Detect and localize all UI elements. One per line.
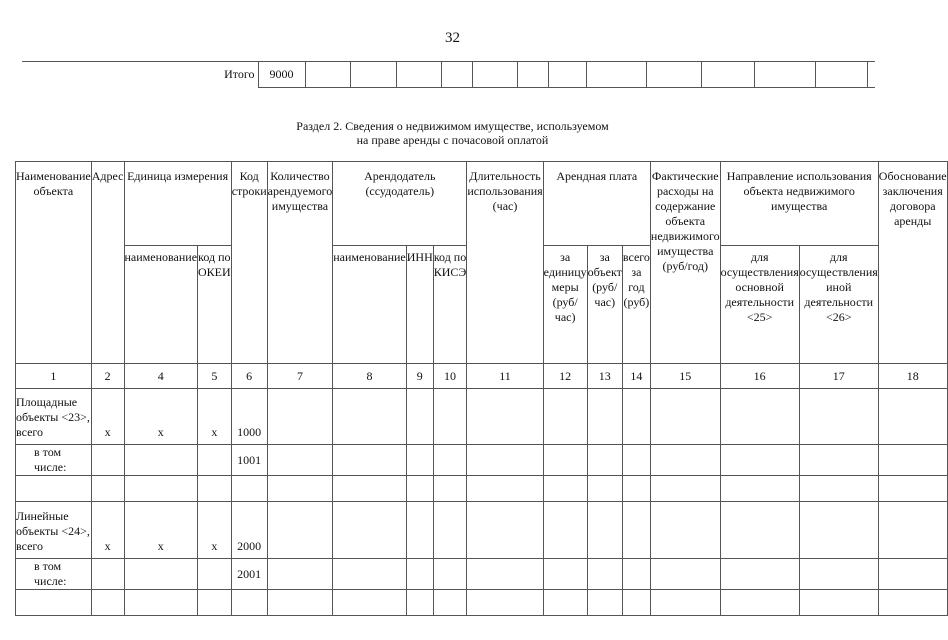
empty-cell [720, 559, 799, 590]
empty-cell [333, 502, 407, 559]
row-name: Площадные объекты <23>, всего [16, 389, 92, 445]
empty-cell [622, 445, 650, 476]
empty-cell [267, 559, 333, 590]
row-code [231, 590, 267, 616]
empty-cell [198, 559, 232, 590]
col-number: 12 [543, 364, 587, 389]
empty-cell [433, 590, 467, 616]
empty-cell [433, 476, 467, 502]
empty-cell [650, 590, 720, 616]
itogo-cell [701, 62, 754, 88]
empty-cell [720, 445, 799, 476]
table-row [16, 559, 948, 590]
empty-cell [622, 476, 650, 502]
itogo-cell [472, 62, 517, 88]
empty-cell [198, 590, 232, 616]
empty-cell [543, 502, 587, 559]
itogo-label: Итого [22, 62, 258, 88]
empty-cell [622, 590, 650, 616]
empty-cell [878, 502, 947, 559]
section-title [0, 119, 905, 147]
row-code: 2000 [231, 502, 267, 559]
empty-cell [799, 502, 878, 559]
empty-cell [406, 476, 433, 502]
empty-cell [587, 590, 622, 616]
section-title-line2: на праве аренды с почасовой оплатой [356, 133, 549, 147]
col-number: 15 [650, 364, 720, 389]
empty-cell [622, 502, 650, 559]
empty-cell [333, 559, 407, 590]
itogo-table [22, 61, 875, 88]
itogo-cell [646, 62, 701, 88]
col-number: 11 [467, 364, 543, 389]
empty-cell [406, 559, 433, 590]
row-name: в том числе: [16, 559, 92, 590]
empty-cell [799, 559, 878, 590]
col-number: 10 [433, 364, 467, 389]
empty-cell [543, 476, 587, 502]
itogo-cell [396, 62, 441, 88]
empty-cell [650, 476, 720, 502]
header-lessor-inn: ИНН [406, 246, 433, 364]
row-unit-name: х [124, 502, 198, 559]
empty-cell [878, 389, 947, 445]
empty-cell [878, 559, 947, 590]
header-unit-okei: код по ОКЕИ [198, 246, 232, 364]
empty-cell [124, 445, 198, 476]
itogo-cell [815, 62, 867, 88]
header-code: Код строки [231, 162, 267, 364]
empty-cell [799, 389, 878, 445]
header-rent-year: всего за год (руб) [622, 246, 650, 364]
col-number: 6 [231, 364, 267, 389]
itogo-cell [586, 62, 646, 88]
header-dir-main: для осуществления основной деятельности <25> [720, 246, 799, 364]
row-unit-okei: х [198, 502, 232, 559]
empty-cell [650, 389, 720, 445]
empty-cell [433, 502, 467, 559]
col-number: 7 [267, 364, 333, 389]
header-rent: Арендная плата [543, 162, 650, 246]
section-title-line1: Раздел 2. Сведения о недвижимом имуществе, используемом [296, 119, 609, 133]
empty-cell [406, 590, 433, 616]
empty-cell [433, 389, 467, 445]
itogo-cell [548, 62, 586, 88]
col-number: 1 [16, 364, 92, 389]
empty-cell [543, 389, 587, 445]
header-rent-unit: за единицу меры (руб/час) [543, 246, 587, 364]
empty-cell [543, 559, 587, 590]
header-lessor: Арендодатель (ссудодатель) [333, 162, 467, 246]
header-dir-other: для осуществления иной деятельности <26> [799, 246, 878, 364]
empty-cell [198, 445, 232, 476]
property-table [15, 161, 948, 616]
empty-cell [333, 590, 407, 616]
empty-cell [433, 559, 467, 590]
empty-cell [333, 476, 407, 502]
page-number: 32 [445, 30, 460, 46]
empty-cell [124, 476, 198, 502]
header-name: Наименование объекта [16, 162, 92, 364]
empty-cell [267, 445, 333, 476]
itogo-code: 9000 [258, 62, 305, 88]
row-code: 1001 [231, 445, 267, 476]
itogo-cell [441, 62, 472, 88]
empty-cell [622, 389, 650, 445]
row-unit-okei: х [198, 389, 232, 445]
empty-cell [720, 476, 799, 502]
itogo-cell [350, 62, 396, 88]
empty-cell [267, 389, 333, 445]
empty-cell [198, 476, 232, 502]
empty-cell [799, 590, 878, 616]
row-code [231, 476, 267, 502]
empty-cell [587, 502, 622, 559]
empty-cell [333, 389, 407, 445]
col-number: 14 [622, 364, 650, 389]
empty-cell [406, 502, 433, 559]
row-name: в том числе: [16, 445, 92, 476]
empty-cell [267, 502, 333, 559]
empty-cell [622, 559, 650, 590]
empty-cell [467, 476, 543, 502]
itogo-cell [517, 62, 548, 88]
empty-cell [878, 445, 947, 476]
empty-cell [587, 445, 622, 476]
header-duration: Длительность использования (час) [467, 162, 543, 364]
col-number: 13 [587, 364, 622, 389]
header-unit: Единица измерения [124, 162, 231, 246]
row-address: х [91, 389, 124, 445]
empty-cell [587, 476, 622, 502]
empty-cell [124, 559, 198, 590]
itogo-cell [754, 62, 815, 88]
row-name: Линейные объекты <24>, всего [16, 502, 92, 559]
table-row [16, 502, 948, 559]
empty-cell [587, 559, 622, 590]
col-number: 2 [91, 364, 124, 389]
row-name [16, 590, 92, 616]
empty-cell [406, 389, 433, 445]
col-number: 16 [720, 364, 799, 389]
col-number: 17 [799, 364, 878, 389]
header-direction: Направление использования объекта недвижимого имущества [720, 162, 878, 246]
empty-cell [467, 389, 543, 445]
header-lessor-name: наименование [333, 246, 407, 364]
header-rent-object: за объект (руб/час) [587, 246, 622, 364]
table-row [16, 476, 948, 502]
header-unit-name: наименование [124, 246, 198, 364]
empty-cell [543, 590, 587, 616]
empty-cell [124, 590, 198, 616]
empty-cell [720, 590, 799, 616]
header-lessor-kise: код по КИСЭ [433, 246, 467, 364]
table-row [16, 590, 948, 616]
col-number: 5 [198, 364, 232, 389]
empty-cell [267, 590, 333, 616]
col-number: 18 [878, 364, 947, 389]
empty-cell [650, 559, 720, 590]
empty-cell [267, 476, 333, 502]
itogo-cell [867, 62, 875, 88]
row-unit-name: х [124, 389, 198, 445]
col-number: 4 [124, 364, 198, 389]
empty-cell [433, 445, 467, 476]
empty-cell [406, 445, 433, 476]
row-address: х [91, 502, 124, 559]
empty-cell [467, 559, 543, 590]
table-row [16, 389, 948, 445]
empty-cell [467, 502, 543, 559]
empty-cell [587, 389, 622, 445]
empty-cell [543, 445, 587, 476]
empty-cell [650, 445, 720, 476]
empty-cell [467, 590, 543, 616]
header-qty: Количество арендуемого имущества [267, 162, 333, 364]
empty-cell [91, 559, 124, 590]
header-actual: Фактические расходы на содержание объекта недвижимого имущества (руб/год) [650, 162, 720, 364]
empty-cell [91, 590, 124, 616]
empty-cell [333, 445, 407, 476]
itogo-cell [305, 62, 350, 88]
empty-cell [91, 445, 124, 476]
col-number: 9 [406, 364, 433, 389]
empty-cell [799, 445, 878, 476]
table-row [16, 445, 948, 476]
col-number: 8 [333, 364, 407, 389]
header-address: Адрес [91, 162, 124, 364]
row-code: 1000 [231, 389, 267, 445]
row-name [16, 476, 92, 502]
row-code: 2001 [231, 559, 267, 590]
empty-cell [878, 590, 947, 616]
empty-cell [720, 389, 799, 445]
empty-cell [650, 502, 720, 559]
empty-cell [91, 476, 124, 502]
empty-cell [720, 502, 799, 559]
empty-cell [467, 445, 543, 476]
empty-cell [878, 476, 947, 502]
header-basis: Обоснование заключения договора аренды [878, 162, 947, 364]
empty-cell [799, 476, 878, 502]
